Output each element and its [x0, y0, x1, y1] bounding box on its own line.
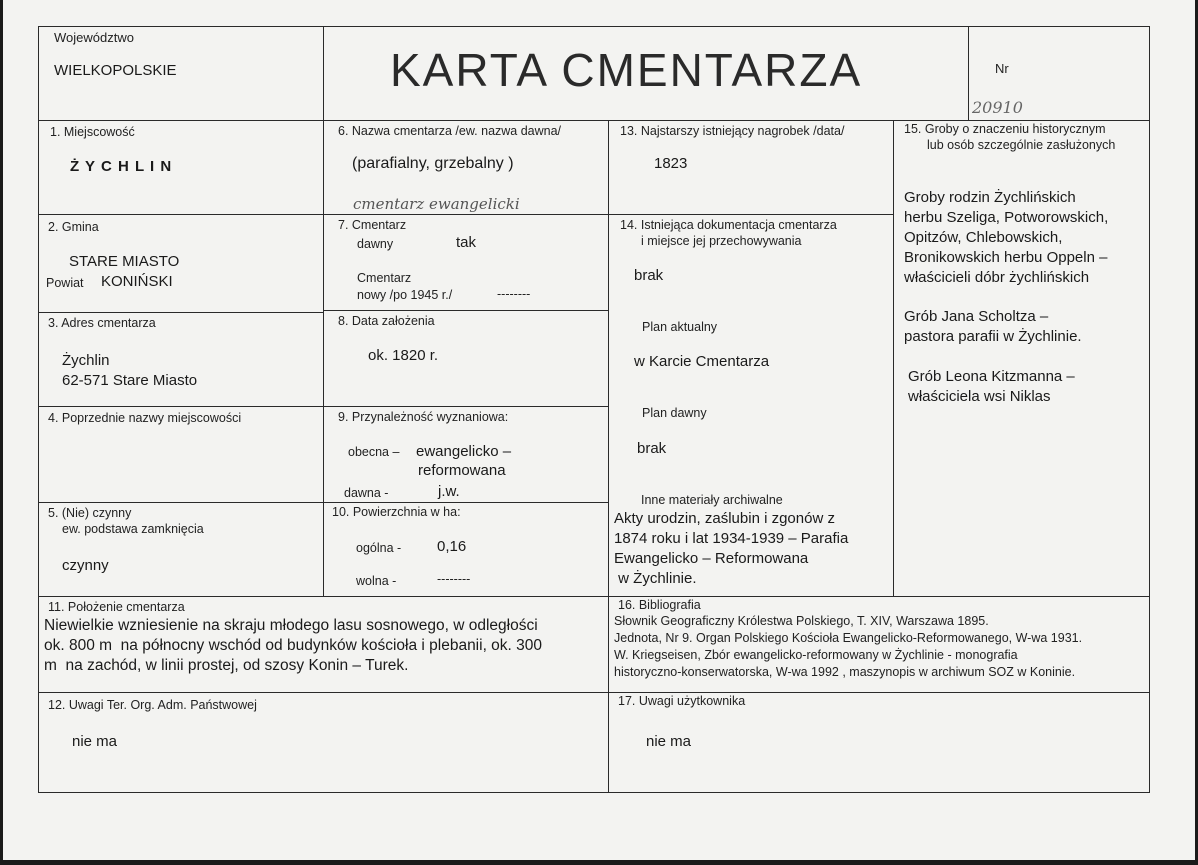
f7-new-label2: nowy /po 1945 r./ — [357, 288, 453, 302]
f17-label: 17. Uwagi użytkownika — [618, 694, 746, 708]
f14-other-line: 1874 roku i lat 1934-1939 – Parafia — [614, 530, 849, 547]
f15-line: Groby rodzin Żychlińskich — [904, 189, 1076, 206]
col-divider-3 — [893, 120, 894, 596]
f9-current-value2: reformowana — [418, 462, 506, 479]
f7-new-label1: Cmentarz — [357, 271, 412, 285]
scan-edge-left — [0, 0, 3, 865]
f10-free-value: -------- — [437, 572, 471, 586]
f14-sublabel: i miejsce jej przechowywania — [641, 234, 802, 248]
f8-value: ok. 1820 r. — [368, 347, 439, 364]
f15-line: pastora parafii w Żychlinie. — [904, 328, 1082, 345]
rule-c2-3 — [323, 406, 608, 407]
f16-label: 16. Bibliografia — [618, 598, 701, 612]
f11-line: Niewielkie wzniesienie na skraju młodego lasu sosnowego, w odległości — [44, 617, 538, 634]
f1-label: 1. Miejscowość — [50, 125, 135, 139]
f14-plan-old-value: brak — [637, 440, 667, 457]
f4-label: 4. Poprzednie nazwy miejscowości — [48, 411, 242, 425]
f10-total-label: ogólna - — [356, 541, 402, 555]
rule-c2-4 — [323, 502, 608, 503]
voivodeship-label: Województwo — [54, 30, 134, 45]
f9-former-value: j.w. — [438, 483, 460, 500]
f10-total-value: 0,16 — [437, 538, 467, 555]
f14-plan-current-value: w Karcie Cmentarza — [634, 353, 770, 370]
rule-c2-1 — [323, 214, 608, 215]
f5-label: 5. (Nie) czynny — [48, 506, 132, 520]
f9-current-value1: ewangelicko – — [416, 443, 512, 460]
rule-c1-2 — [38, 312, 323, 313]
f8-label: 8. Data założenia — [338, 314, 435, 328]
f2-powiat-value: KONIŃSKI — [101, 273, 173, 290]
nr-value: 20910 — [972, 98, 1023, 117]
page-title: KARTA CMENTARZA — [390, 44, 863, 96]
f6-handwritten-note: cmentarz ewangelicki — [353, 195, 520, 213]
nr-divider — [968, 26, 969, 120]
rule-c1-4 — [38, 502, 323, 503]
f11-line: ok. 800 m na północny wschód od budynków kościoła i plebanii, ok. 300 — [44, 637, 543, 654]
f9-former-label: dawna - — [344, 486, 389, 500]
rule-c2-2 — [323, 310, 608, 311]
f15-line: Bronikowskich herbu Oppeln – — [904, 249, 1108, 266]
f2-label: 2. Gmina — [48, 220, 99, 234]
f11-label: 11. Położenie cmentarza — [48, 600, 185, 614]
f14-label: 14. Istniejąca dokumentacja cmentarza — [620, 218, 837, 232]
f14-other-line: Ewangelicko – Reformowana — [614, 550, 809, 567]
rule-c1-3 — [38, 406, 323, 407]
f14-value: brak — [634, 267, 664, 284]
rule-lower-2 — [38, 692, 1150, 693]
frame-right — [1149, 26, 1150, 793]
f10-free-label: wolna - — [356, 574, 397, 588]
f9-current-label: obecna – — [348, 445, 400, 459]
rule-lower-1 — [38, 596, 1150, 597]
f15-line: Grób Leona Kitzmanna – — [908, 368, 1075, 385]
frame-top — [38, 26, 1150, 27]
f6-value: (parafialny, grzebalny ) — [352, 155, 514, 172]
f13-value: 1823 — [654, 155, 688, 172]
f11-line: m na zachód, w linii prostej, od szosy Konin – Turek. — [44, 657, 409, 674]
f15-line: Opitzów, Chlebowskich, — [904, 229, 1063, 246]
f12-value: nie ma — [72, 733, 118, 750]
f15-sublabel: lub osób szczególnie zasłużonych — [927, 138, 1116, 152]
f14-plan-current-label: Plan aktualny — [642, 320, 718, 334]
scan-edge-bottom — [0, 860, 1198, 865]
f10-label: 10. Powierzchnia w ha: — [332, 505, 461, 519]
f14-other-line: w Żychlinie. — [614, 570, 697, 587]
f14-other-label: Inne materiały archiwalne — [641, 493, 783, 507]
f7-label: 7. Cmentarz — [338, 218, 407, 232]
rule-c3-1 — [608, 214, 893, 215]
f15-line: właściciela wsi Niklas — [908, 388, 1051, 405]
frame-bottom — [38, 792, 1150, 793]
f3-line2: 62-571 Stare Miasto — [62, 372, 198, 389]
f5-sublabel: ew. podstawa zamknięcia — [62, 522, 204, 536]
f7-new-value: -------- — [497, 287, 531, 301]
f6-label: 6. Nazwa cmentarza /ew. nazwa dawna/ — [338, 124, 562, 138]
frame-left — [38, 26, 39, 793]
f5-value: czynny — [62, 557, 109, 574]
col-divider-1 — [323, 26, 324, 596]
f14-other-line: Akty urodzin, zaślubin i zgonów z — [614, 510, 835, 527]
f7-old-label: dawny — [357, 237, 394, 251]
f2-powiat-label: Powiat — [46, 276, 84, 290]
f15-line: właścicieli dóbr żychlińskich — [904, 269, 1090, 286]
f12-label: 12. Uwagi Ter. Org. Adm. Państwowej — [48, 698, 257, 712]
nr-label: Nr — [995, 61, 1009, 76]
f2-value: STARE MIASTO — [69, 253, 180, 270]
header-bottom — [38, 120, 1150, 121]
f1-value: Ż Y C H L I N — [70, 158, 173, 175]
f16-line: Jednota, Nr 9. Organ Polskiego Kościoła Ewangelicko-Reformowanego, W-wa 1931. — [614, 631, 1083, 645]
f16-line: W. Kriegseisen, Zbór ewangelicko-reformowany w Żychlinie - monografia — [614, 648, 1018, 662]
f13-label: 13. Najstarszy istniejący nagrobek /data/ — [620, 124, 845, 138]
f14-plan-old-label: Plan dawny — [642, 406, 707, 420]
f3-line1: Żychlin — [62, 352, 110, 369]
f9-label: 9. Przynależność wyznaniowa: — [338, 410, 509, 424]
f3-label: 3. Adres cmentarza — [48, 316, 156, 330]
f16-line: historyczno-konserwatorska, W-wa 1992 , maszynopis w archiwum SOZ w Koninie. — [614, 665, 1076, 679]
f17-value: nie ma — [646, 733, 692, 750]
f16-line: Słownik Geograficzny Królestwa Polskiego, T. XIV, Warszawa 1895. — [614, 614, 989, 628]
f15-line: Grób Jana Scholtza – — [904, 308, 1049, 325]
f15-label: 15. Groby o znaczeniu historycznym — [904, 122, 1106, 136]
voivodeship-value: WIELKOPOLSKIE — [54, 62, 177, 79]
f15-line: herbu Szeliga, Potworowskich, — [904, 209, 1109, 226]
rule-c1-1 — [38, 214, 323, 215]
f7-old-value: tak — [456, 234, 477, 251]
